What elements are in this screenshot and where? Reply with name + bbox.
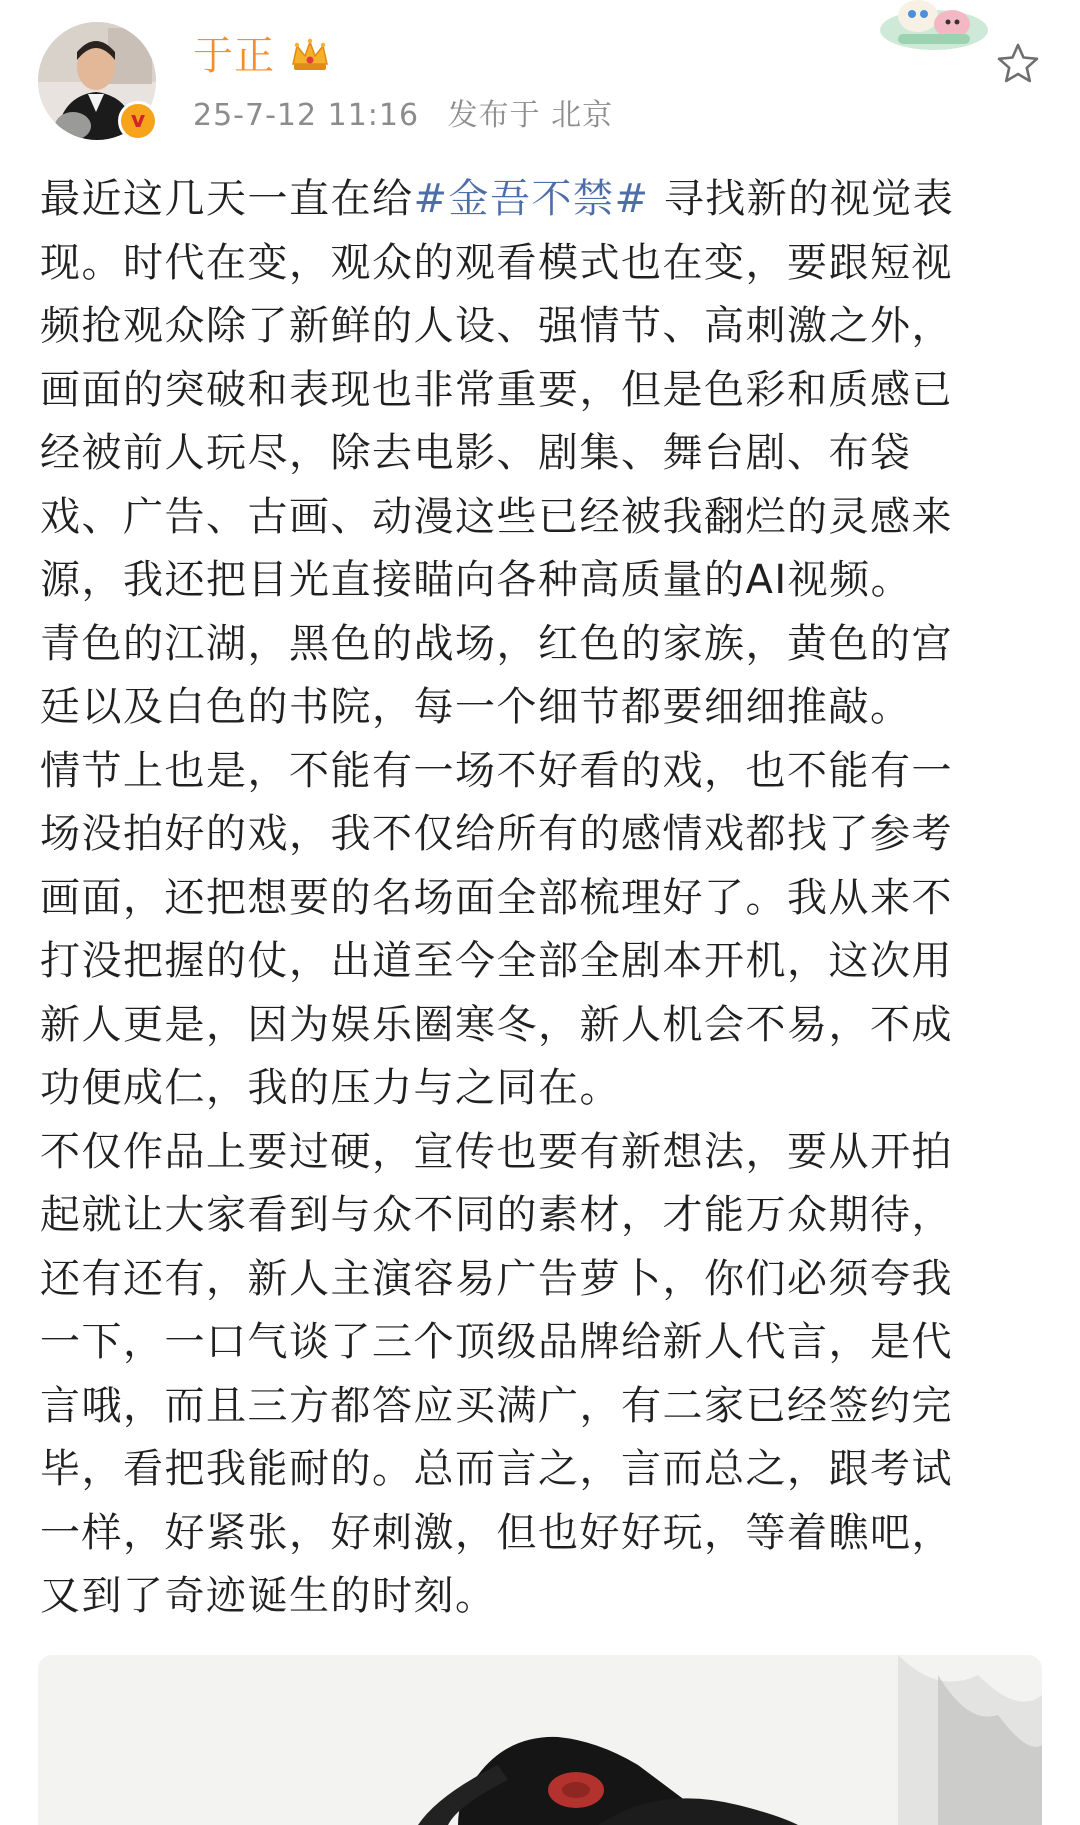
author-name[interactable]: 于正 [193,33,275,79]
post-text-line: 不仅作品上要过硬，宣传也要有新想法，要从开拍 [40,1128,953,1175]
post-text-line: 场没拍好的戏，我不仅给所有的感情戏都找了参考 [40,811,953,857]
cartoon-sticker-icon [878,0,990,50]
post-text-line: 还有还有，新人主演容易广告萝卜，你们必须夸我 [40,1255,953,1302]
post-location: 发布于 北京 [447,98,614,133]
post-text [40,168,1040,1629]
post-text-line: 打没把握的仗，出道至今全部全剧本开机，这次用 [40,938,953,984]
post-text-line: 现。时代在变，观众的观看模式也在变，要跟短视 [40,239,953,286]
post-text-line: 功便成仁，我的压力与之同在。 [40,1065,621,1111]
post-text-line: 又到了奇迹诞生的时刻。 [40,1573,497,1619]
post-text-fragment: 最近这几天一直在给 [40,176,414,222]
hashtag-link[interactable]: #金吾不禁# [413,176,650,222]
post-header [0,0,1080,160]
post-text-line: 情节上也是，不能有一场不好看的戏，也不能有一 [40,747,953,794]
star-outline-icon[interactable] [994,40,1042,88]
post-text-line: 言哦，而且三方都答应买满广，有二家已经签约完 [40,1382,953,1429]
post-text-fragment: 寻找新的视觉表 [649,176,955,222]
post-text-line [40,168,1040,232]
crown-icon [288,34,332,78]
post-text-line: 画面，还把想要的名场面全部梳理好了。我从来不 [40,874,953,921]
post-image-artwork [38,1655,1042,1825]
post-timestamp: 25-7-12 11:16 [193,98,420,133]
post-meta [193,96,631,136]
verified-v-icon: v [118,101,158,141]
post-text-line: 一下，一口气谈了三个顶级品牌给新人代言，是代 [40,1319,953,1365]
post-text-line: 源，我还把目光直接瞄向各种高质量的AI视频。 [40,557,913,603]
post-image-preview[interactable] [38,1655,1042,1825]
post-text-line: 画面的突破和表现也非常重要，但是色彩和质感已 [40,366,953,413]
post-text-line: 青色的江湖，黑色的战场，红色的家族，黄色的宫 [40,620,953,667]
post-text-line: 经被前人玩尽，除去电影、剧集、舞台剧、布袋 [40,430,912,476]
post-text-line: 廷以及白色的书院，每一个细节都要细细推敲。 [40,684,912,730]
post-text-line: 毕，看把我能耐的。总而言之，言而总之，跟考试 [40,1446,953,1492]
post-text-line: 频抢观众除了新鲜的人设、强情节、高刺激之外， [40,303,953,349]
post-text-line: 一样，好紧张，好刺激，但也好好玩，等着瞧吧， [40,1509,953,1556]
post-text-line: 戏、广告、古画、动漫这些已经被我翻烂的灵感来 [40,493,953,540]
post-text-line: 新人更是，因为娱乐圈寒冬，新人机会不易，不成 [40,1001,953,1048]
post-text-line: 起就让大家看到与众不同的素材，才能万众期待， [40,1192,953,1238]
